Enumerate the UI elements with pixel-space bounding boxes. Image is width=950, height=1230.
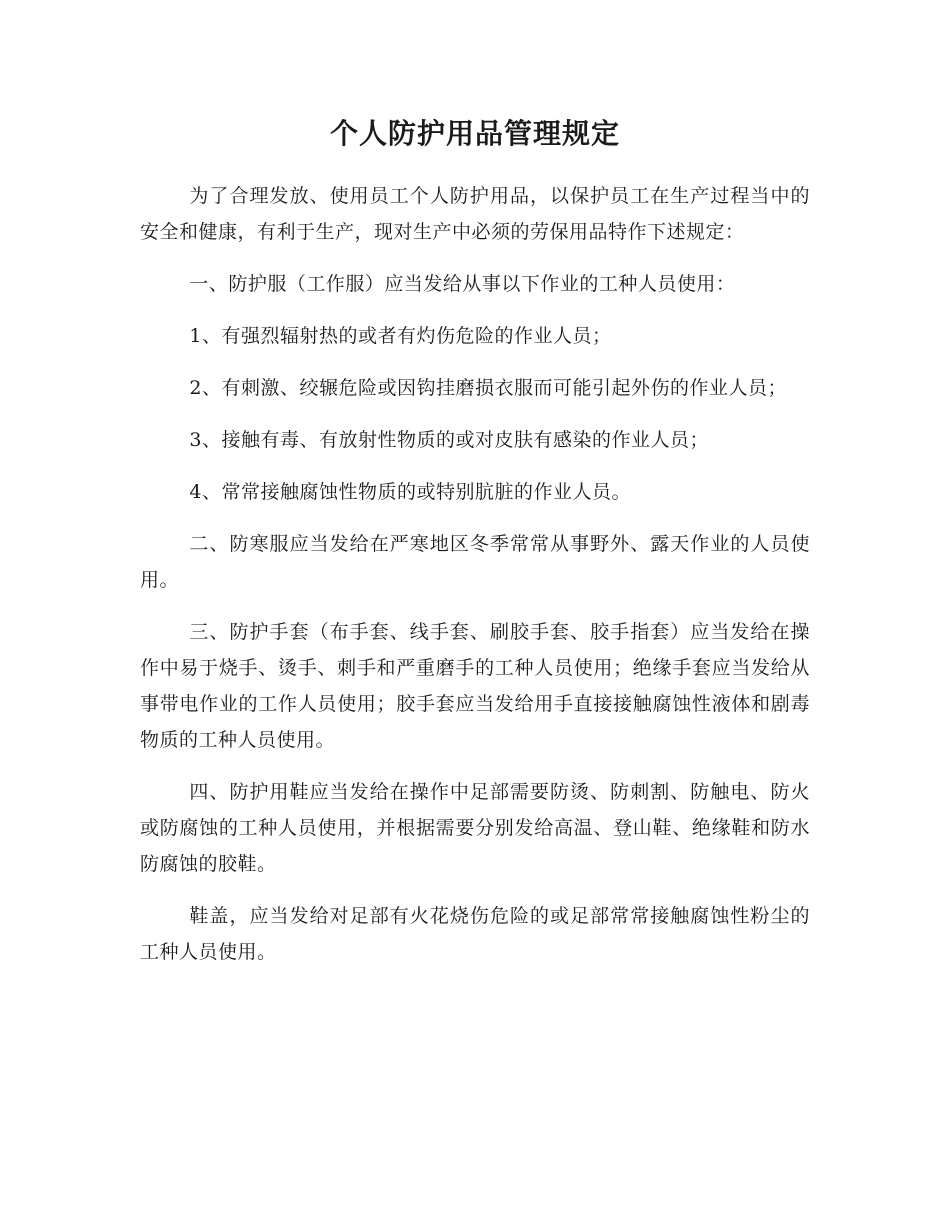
paragraph-item-3: 3、接触有毒、有放射性物质的或对皮肤有感染的作业人员；: [189, 429, 709, 451]
paragraph-item-2: 2、有刺激、绞辗危险或因钩挂磨损衣服而可能引起外伤的作业人员；: [189, 377, 787, 399]
paragraph-item-1: 1、有强烈辐射热的或者有灼伤危险的作业人员；: [189, 325, 612, 347]
paragraph-intro: 为了合理发放、使用员工个人防护用品，以保护员工在生产过程当中的安全和健康，有利于生产，现对生产中必须的劳保用品特作下述规定：: [140, 185, 810, 243]
document-title: 个人防护用品管理规定: [329, 117, 620, 150]
paragraph-section-4: 四、防护用鞋应当发给在操作中足部需要防烫、防刺割、防触电、防火或防腐蚀的工种人员使用，并根据需要分别发给高温、登山鞋、绝缘鞋和防水防腐蚀的胶鞋。: [140, 781, 810, 875]
paragraph-item-4: 4、常常接触腐蚀性物质的或特别肮脏的作业人员。: [189, 481, 631, 503]
paragraph-section-1: 一、防护服（工作服）应当发给从事以下作业的工种人员使用：: [189, 273, 736, 295]
paragraph-section-2: 二、防寒服应当发给在严寒地区冬季常常从事野外、露天作业的人员使用。: [140, 533, 810, 591]
paragraph-shoe-cover: 鞋盖，应当发给对足部有火花烧伤危险的或足部常常接触腐蚀性粉尘的工种人员使用。: [140, 905, 810, 963]
document-page: [140, 112, 810, 986]
paragraph-section-3: 三、防护手套（布手套、线手套、刷胶手套、胶手指套）应当发给在操作中易于烧手、烫手、刺手和严重磨手的工种人员使用；绝缘手套应当发给从事带电作业的工作人员使用；胶手套应当发给用手直接接触腐蚀性液体和剧毒物质的工种人员使用。: [140, 621, 810, 751]
